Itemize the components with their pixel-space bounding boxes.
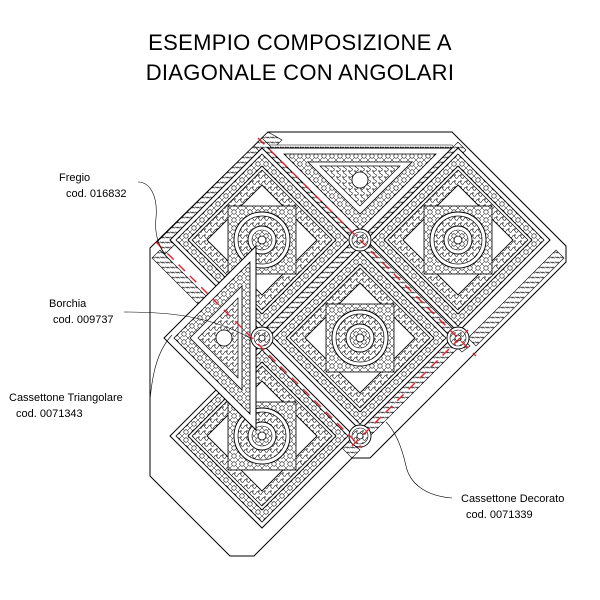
- leader-triangolare: [150, 335, 172, 400]
- title-line-2: DIAGONALE CON ANGOLARI: [145, 60, 455, 85]
- label-decorato-name: Cassettone Decorato: [461, 493, 565, 505]
- label-borchia-code: cod. 009737: [53, 314, 114, 326]
- label-triangolare-code: cod. 0071343: [16, 408, 83, 420]
- label-triangolare-name: Cassettone Triangolare: [9, 392, 123, 404]
- label-borchia-name: Borchia: [49, 298, 87, 310]
- boss-left: [251, 327, 273, 349]
- label-decorato-code: cod. 0071339: [466, 509, 533, 521]
- title-line-1: ESEMPIO COMPOSIZIONE A: [148, 30, 452, 55]
- boss-bottom: [349, 425, 371, 447]
- label-fregio-name: Fregio: [59, 172, 91, 184]
- leader-decorato: [386, 422, 452, 498]
- label-fregio-code: cod. 016832: [66, 188, 127, 200]
